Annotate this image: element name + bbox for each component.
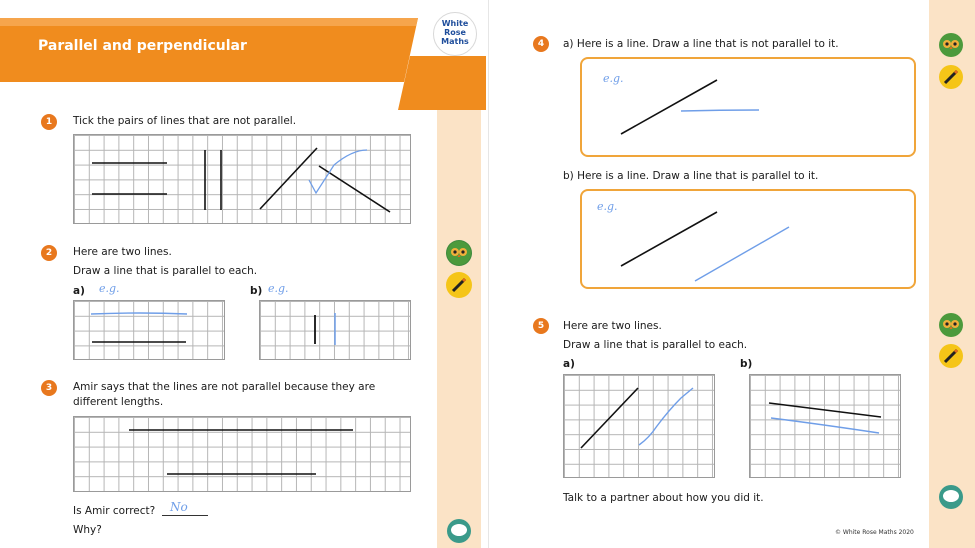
question-2-line-2: Draw a line that is parallel to each. <box>73 265 258 277</box>
question-2-eg-a: e.g. <box>99 282 120 295</box>
question-3-why: Why? <box>73 524 102 536</box>
pencil-icon <box>938 64 964 90</box>
discussion-bubble-icon <box>938 484 964 510</box>
question-5-line-2: Draw a line that is parallel to each. <box>563 339 748 351</box>
question-4-part-b: b) Here is a line. Draw a line that is parallel to it. <box>563 170 819 182</box>
question-2-eg-b: e.g. <box>268 282 289 295</box>
question-5-lines <box>489 0 975 548</box>
question-5-line-1: Here are two lines. <box>563 320 662 332</box>
question-2-number: 2 <box>41 245 57 261</box>
reasoning-owl-icon <box>938 32 964 58</box>
reasoning-owl-icon <box>938 312 964 338</box>
question-5-number: 5 <box>533 318 549 334</box>
logo-line-1: White <box>441 19 469 28</box>
question-1-number: 1 <box>41 114 57 130</box>
question-2-line-1: Here are two lines. <box>73 246 172 258</box>
logo-line-2: Rose <box>444 28 466 37</box>
question-2-part-a-label: a) <box>73 285 85 297</box>
page-title: Parallel and perpendicular <box>38 38 247 54</box>
logo-line-3: Maths <box>441 37 469 46</box>
question-3-prompt: Is Amir correct? <box>73 505 156 517</box>
question-3-line-2: different lengths. <box>73 396 164 408</box>
discussion-bubble-icon <box>446 518 472 544</box>
copyright-text: © White Rose Maths 2020 <box>835 529 914 536</box>
question-4-number: 4 <box>533 36 549 52</box>
question-5-part-b-label: b) <box>740 358 753 370</box>
question-5-part-a-label: a) <box>563 358 575 370</box>
right-worksheet-page <box>488 0 975 548</box>
question-5-talk: Talk to a partner about how you did it. <box>563 492 764 504</box>
question-3-answer: No <box>170 500 188 514</box>
question-3-number: 3 <box>41 380 57 396</box>
question-4-eg-b: e.g. <box>597 200 618 213</box>
question-2-part-b-label: b) <box>250 285 263 297</box>
pencil-icon <box>938 343 964 369</box>
pencil-icon <box>446 272 472 298</box>
question-4-part-a: a) Here is a line. Draw a line that is not parallel to it. <box>563 38 839 50</box>
question-3-line-1: Amir says that the lines are not parallel because they are <box>73 381 376 393</box>
reasoning-owl-icon <box>446 240 472 266</box>
question-4-eg-a: e.g. <box>603 72 624 85</box>
question-1-text: Tick the pairs of lines that are not parallel. <box>73 115 297 127</box>
answer-underline <box>162 515 208 516</box>
